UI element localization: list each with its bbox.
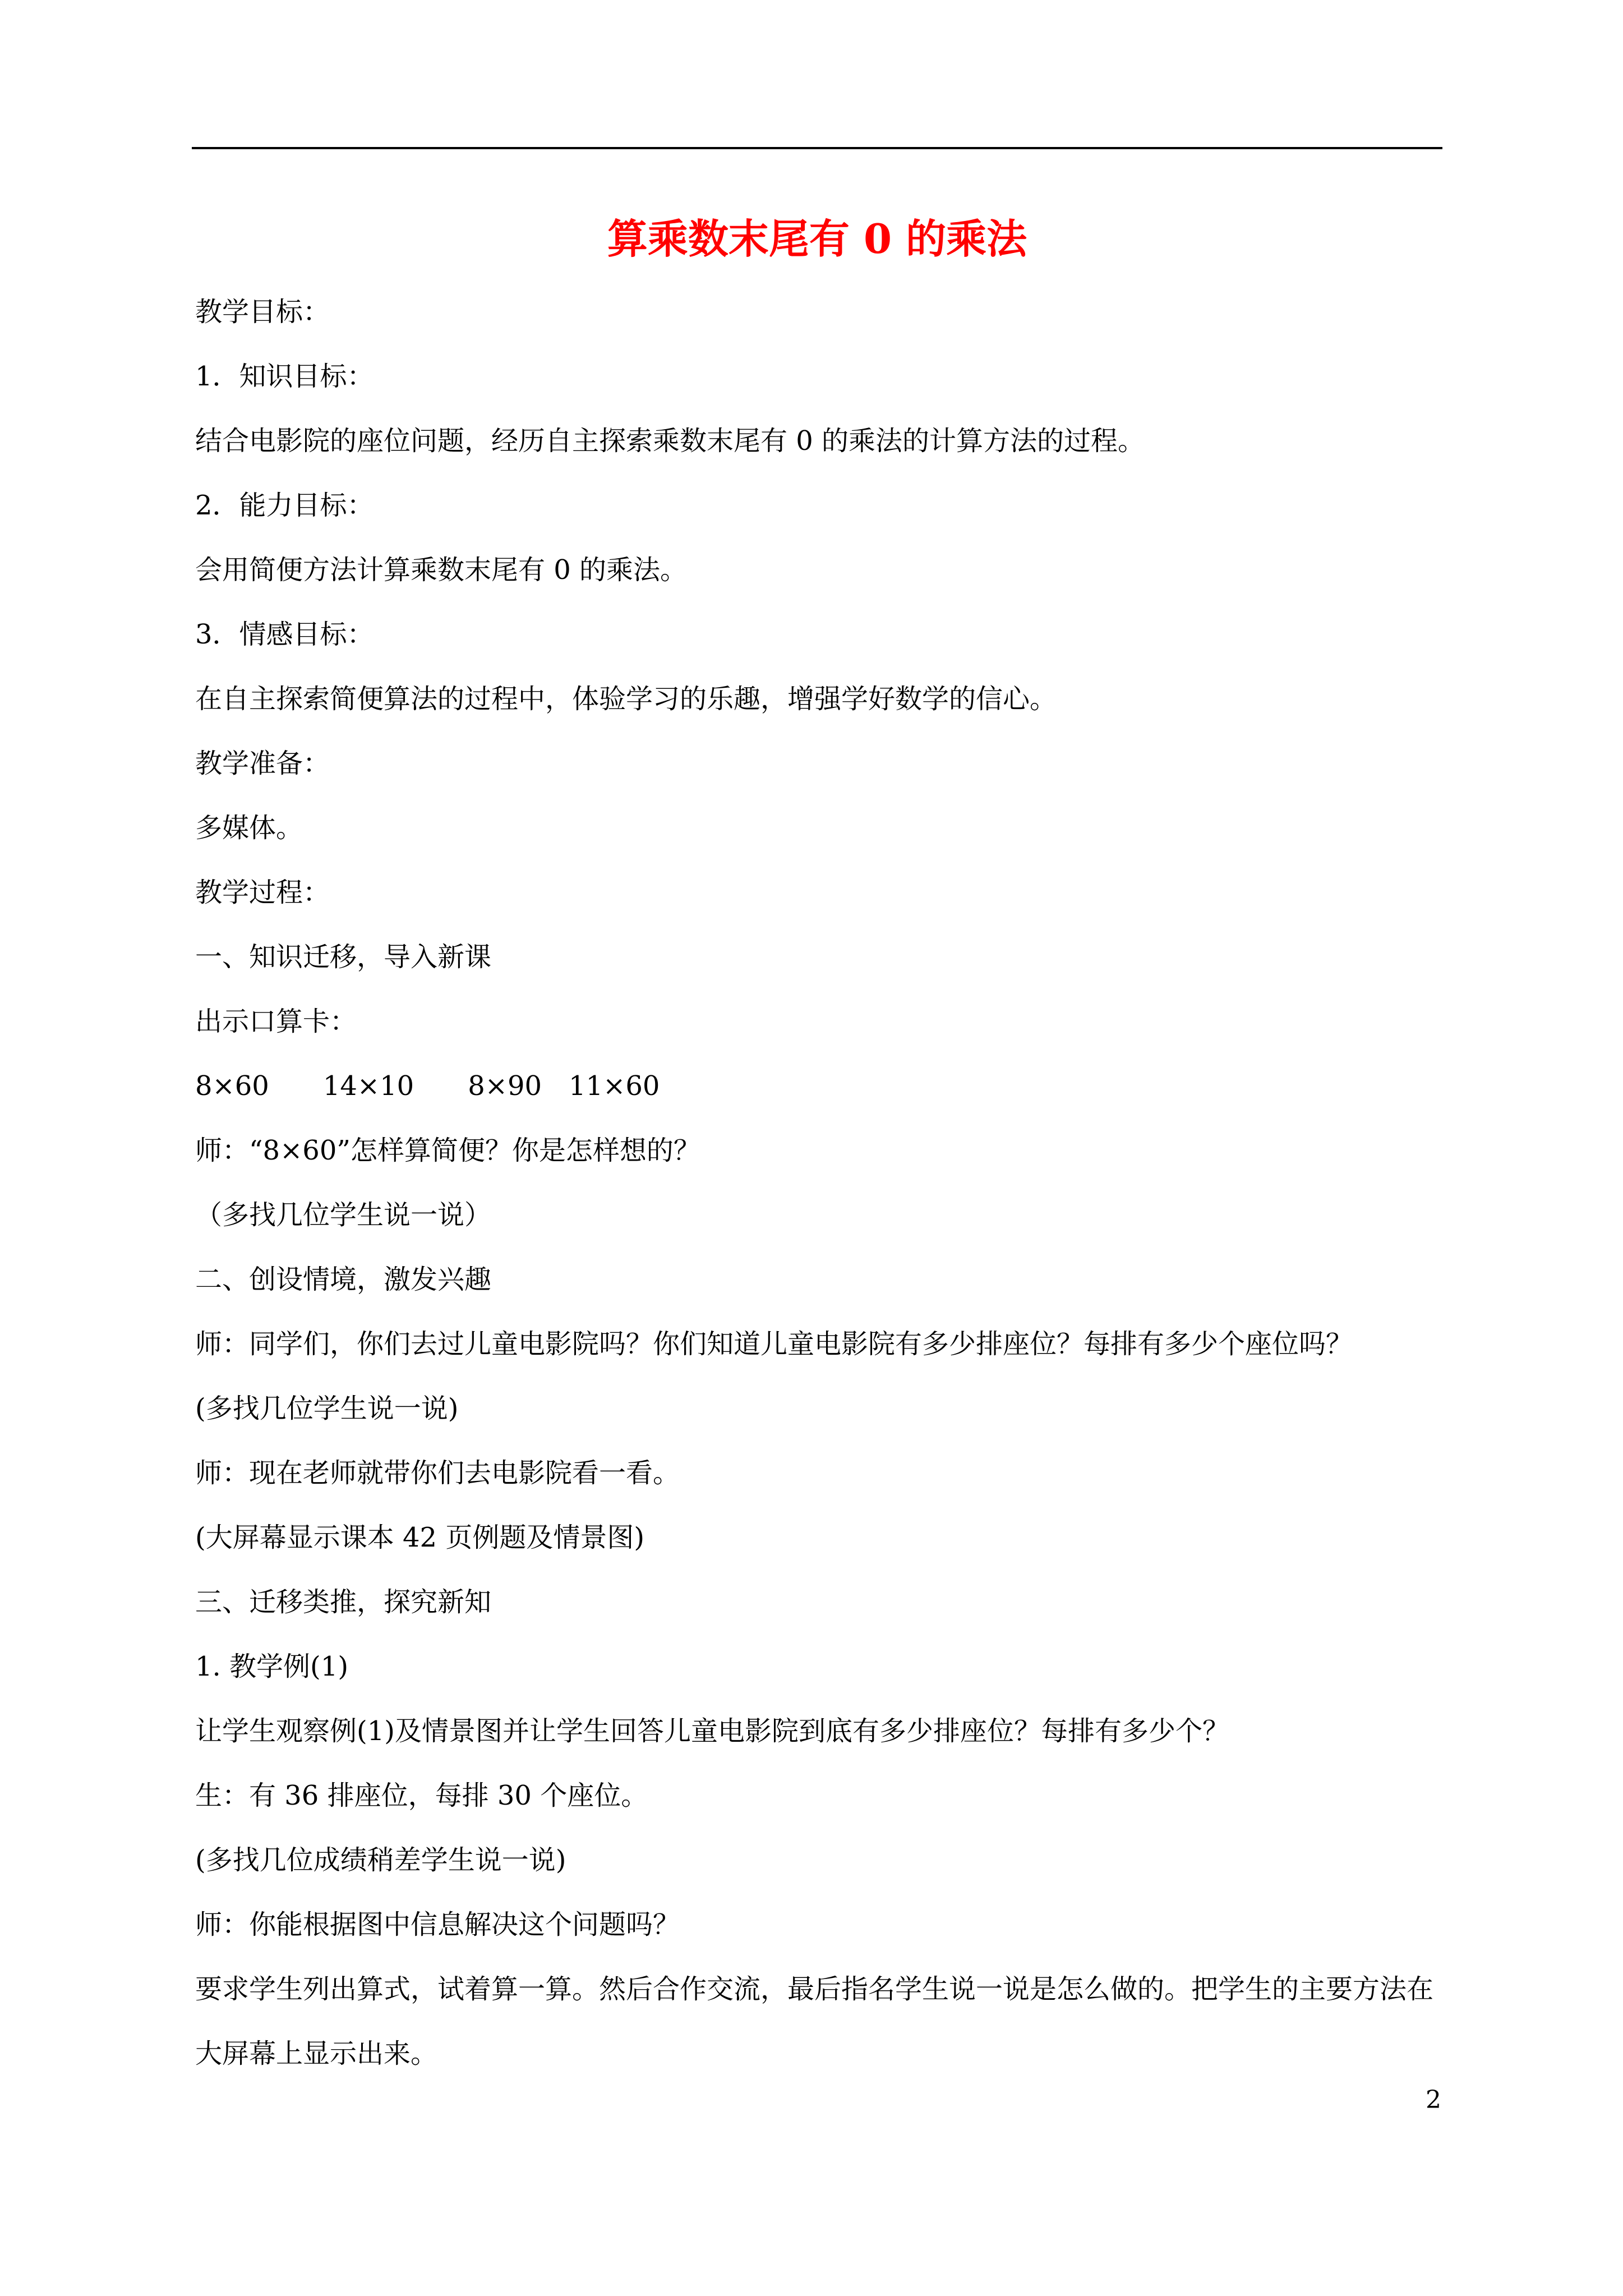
- paragraph: 多媒体。: [195, 812, 303, 844]
- paragraph: (大屏幕显示课本 42 页例题及情景图): [195, 1522, 645, 1553]
- page-number: 2: [1426, 2086, 1441, 2114]
- document-body: [195, 294, 1445, 2115]
- paragraph: 让学生观察例(1)及情景图并让学生回答儿童电影院到底有多少排座位？每排有多少个？: [195, 1715, 1229, 1747]
- paragraph: 师：“8×60”怎样算简便？你是怎样想的？: [195, 1135, 700, 1166]
- paragraph: 师：你能根据图中信息解决这个问题吗？: [195, 1909, 680, 1940]
- paragraph: 1．知识目标：: [195, 361, 374, 392]
- paragraph: (多找几位成绩稍差学生说一说): [195, 1844, 566, 1876]
- paragraph: (多找几位学生说一说): [195, 1393, 459, 1424]
- document-title: 算乘数末尾有 0 的乘法: [607, 215, 1027, 263]
- paragraph: 一、知识迁移，导入新课: [195, 941, 492, 973]
- paragraph: 1. 教学例(1): [195, 1651, 349, 1682]
- paragraph: 生：有 36 排座位，每排 30 个座位。: [195, 1780, 648, 1811]
- paragraph: （多找几位学生说一说）: [195, 1199, 492, 1231]
- paragraph: 师：同学们，你们去过儿童电影院吗？你们知道儿童电影院有多少排座位？每排有多少个座位吗？: [195, 1328, 1353, 1360]
- header-rule: [192, 147, 1442, 149]
- paragraph: 在自主探索简便算法的过程中，体验学习的乐趣，增强学好数学的信心。: [195, 683, 1057, 715]
- paragraph: 教学目标：: [195, 296, 330, 328]
- paragraph: 教学准备：: [195, 748, 330, 779]
- paragraph: 师：现在老师就带你们去电影院看一看。: [195, 1457, 680, 1489]
- paragraph: 三、迁移类推，探究新知: [195, 1586, 492, 1618]
- paragraph: 3．情感目标：: [195, 619, 374, 650]
- paragraph: 2．能力目标：: [195, 490, 374, 521]
- paragraph: 二、创设情境，激发兴趣: [195, 1264, 492, 1295]
- paragraph: 要求学生列出算式，试着算一算。然后合作交流，最后指名学生说一说是怎么做的。把学生的主要方法在大屏幕上显示出来。: [195, 1973, 1434, 2069]
- paragraph: 会用简便方法计算乘数末尾有 0 的乘法。: [195, 554, 688, 586]
- paragraph: 出示口算卡：: [195, 1006, 357, 1037]
- oral-calculation-card: 8×60 14×10 8×90 11×60: [195, 1070, 660, 1102]
- paragraph: 教学过程：: [195, 877, 330, 908]
- paragraph: 结合电影院的座位问题，经历自主探索乘数末尾有 0 的乘法的计算方法的过程。: [195, 425, 1145, 457]
